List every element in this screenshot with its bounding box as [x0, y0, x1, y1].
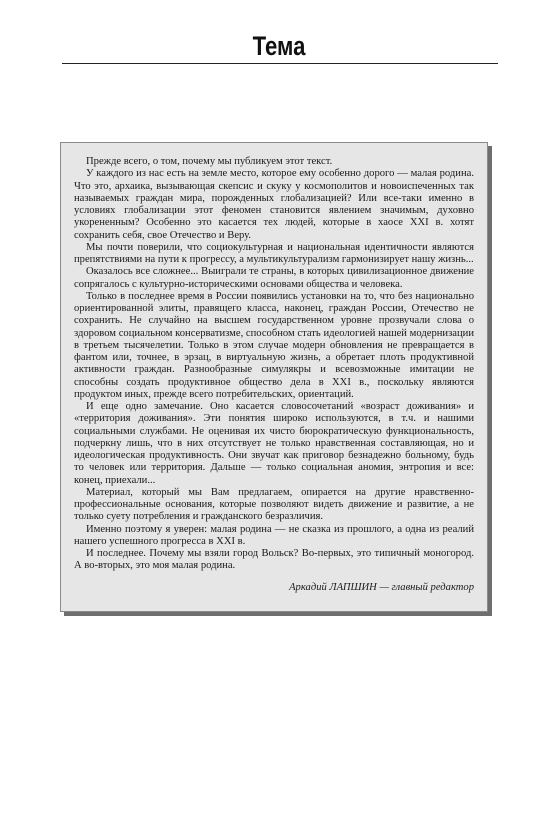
section-title: Тема: [252, 31, 306, 61]
paragraph-4: Оказалось все сложнее... Выиграли те страны, в которых цивилизационное движение сопрягалось с культурно-историческими основами общества и человека.: [74, 266, 474, 290]
paragraph-8: Именно поэтому я уверен: малая родина — не сказка из прошлого, а одна из реалий нашего успешного прогресса в XXI в.: [74, 523, 474, 547]
paragraph-6: И еще одно замечание. Оно касается словосочетаний «возраст доживания» и «территория доживания». Эти понятия широко используются, в т.ч. и нашими социальными службами. Не оценивая их чисто бюрократическую функциональность, подчеркну лишь, что в них отсутствует не только нравственная составляющая, но и идеологическая продуктивность. Они звучат как приговор безнадежно больному, будь то человек или территория. Дальше — только социальная аномия, энтропия и все: конец, приехали...: [74, 401, 474, 486]
title-divider: [62, 63, 498, 64]
editorial-box: [60, 142, 488, 612]
paragraph-1: Прежде всего, о том, почему мы публикуем этот текст.: [86, 156, 333, 167]
paragraph-2: У каждого из нас есть на земле место, которое ему особенно дорого — малая родина. Что это, архаика, вызывающая скепсис и скуку у космополитов и новоиспеченных так называемых граждан мира, порожденных глобализацией? Или все-таки именно в условиях глобализации этот феномен становится явлением значимым, духовно укорененным? Особенно это касается тех людей, которые в хаосе XXI в. хотят сохранить себя, свое Отечество и Веру.: [74, 168, 474, 241]
paragraph-7: Материал, который мы Вам предлагаем, опирается на другие нравственно-профессиональные основания, которые позволяют видеть движение и развитие, а не только суету потребления и гражданского безразличия.: [74, 486, 474, 523]
paragraph-3: Мы почти поверили, что социокультурная и национальная идентичности являются препятствиями на пути к прогрессу, а мультикультурализм гармонизирует нашу жизнь...: [74, 241, 474, 265]
paragraph-5: Только в последнее время в России появились установки на то, что без национально ориентированной элиты, правящего класса, наконец, граждан России, Отечество не сохранить. Не случайно на высшем государственном уровне прозвучали слова о здоровом социальном консерватизме, способном стать идеологией нашей модернизации в третьем тысячелетии. Только в этом случае модерн обновления не превращается в фантом или, точнее, в эрзац, в виртуальную жизнь, а обретает плоть продуктивной активности граждан. Разнообразные симулякры и всевозможные имитации не способны создать продуктивное общество дела в XXI в., поскольку являются продуктом иных, прежде всего потребительских, ориентаций.: [74, 290, 474, 400]
paragraph-9: И последнее. Почему мы взяли город Вольск? Во-первых, это типичный моногород. А во-вторых, это моя малая родина.: [74, 548, 474, 572]
author-signature: Аркадий ЛАПШИН — главный редактор: [289, 581, 474, 593]
